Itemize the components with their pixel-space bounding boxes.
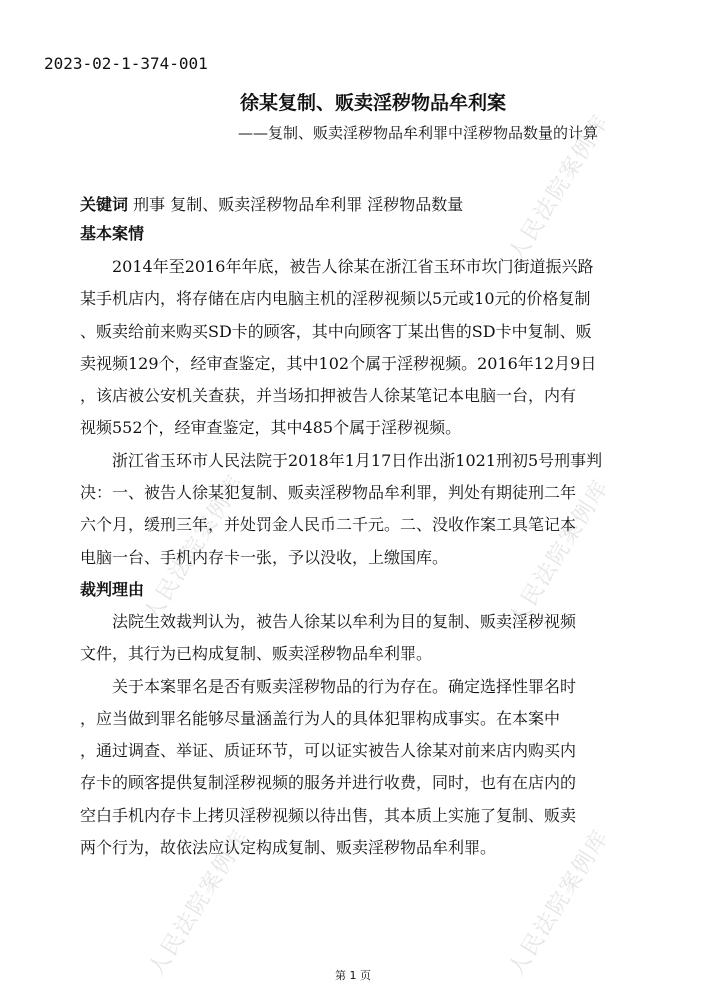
text-line: 法院生效裁判认为，被告人徐某以牟利为目的复制、贩卖淫秽视频 [112,611,577,631]
keywords-label: 关键词 [80,195,129,214]
text-line: 六个月，缓刑三年，并处罚金人民币二千元。二、没收作案工具笔记本 [80,515,577,535]
paragraph-reason-1 [80,606,660,671]
text-line: 2014年至2016年年底，被告人徐某在浙江省玉环市坎门街道振兴路 [112,257,594,276]
text-line: 、贩卖给前来购买SD卡的顾客，其中向顾客丁某出售的SD卡中复制、贩 [80,321,592,341]
watermark: 人民法院案例库 [139,470,250,626]
document-title: 徐某复制、贩卖淫秽物品牟利案 [239,92,506,114]
text-line: 某手机店内，将存储在店内电脑主机的淫秽视频以5元或10元的价格复制 [80,289,591,309]
text-line: 浙江省玉环市人民法院于2018年1月17日作出浙1021刑初5号刑事判 [112,450,603,470]
section-heading-reason: 裁判理由 [80,579,145,599]
text-line: ，该店被公安机关查获，并当场扣押被告人徐某笔记本电脑一台，内有 [80,386,577,406]
keywords-text: 刑事 复制、贩卖淫秽物品牟利罪 淫秽物品数量 [133,195,464,214]
text-line: 电脑一台、手机内存卡一张，予以没收，上缴国库。 [80,547,449,567]
section-heading-basic: 基本案情 [80,224,145,243]
text-line: 空白手机内存卡上拷贝淫秽视频以待出售，其本质上实施了复制、贩卖 [80,805,577,825]
watermark: 人民法院案例库 [144,825,255,981]
text-line: 存卡的顾客提供复制淫秽视频的服务并进行收费，同时，也有在店内的 [80,773,577,793]
text-line: ，应当做到罪名能够尽量涵盖行为人的具体犯罪构成事实。在本案中 [80,708,561,728]
keywords-line [80,192,660,218]
document-subtitle: ——复制、贩卖淫秽物品牟利罪中淫秽物品数量的计算 [237,124,598,142]
text-line: 决：一、被告人徐某犯复制、贩卖淫秽物品牟利罪，判处有期徒刑二年 [80,483,577,503]
watermark: 人民法院案例库 [504,825,615,981]
text-line: 关于本案罪名是否有贩卖淫秽物品的行为存在。确定选择性罪名时 [112,676,577,696]
text-line: 两个行为，故依法应认定构成复制、贩卖淫秽物品牟利罪。 [80,838,497,858]
paragraph-reason-2 [80,671,660,865]
paragraph-basic-2 [80,445,660,574]
text-line: 视频552个，经审查鉴定，其中485个属于淫秽视频。 [80,418,462,438]
text-line: 文件，其行为已构成复制、贩卖淫秽物品牟利罪。 [80,644,433,664]
watermark: 人民法院案例库 [504,110,615,266]
paragraph-basic-1 [80,251,660,445]
text-line: 卖视频129个，经审查鉴定，其中102个属于淫秽视频。2016年12月9日 [80,353,597,373]
document-body [80,192,660,864]
text-line: ，通过调查、举证、质证环节，可以证实被告人徐某对前来店内购买内 [80,741,577,761]
watermark: 人民法院案例库 [504,475,615,631]
page-number: 第 1 页 [335,969,371,982]
case-number: 2023-02-1-374-001 [44,54,208,73]
